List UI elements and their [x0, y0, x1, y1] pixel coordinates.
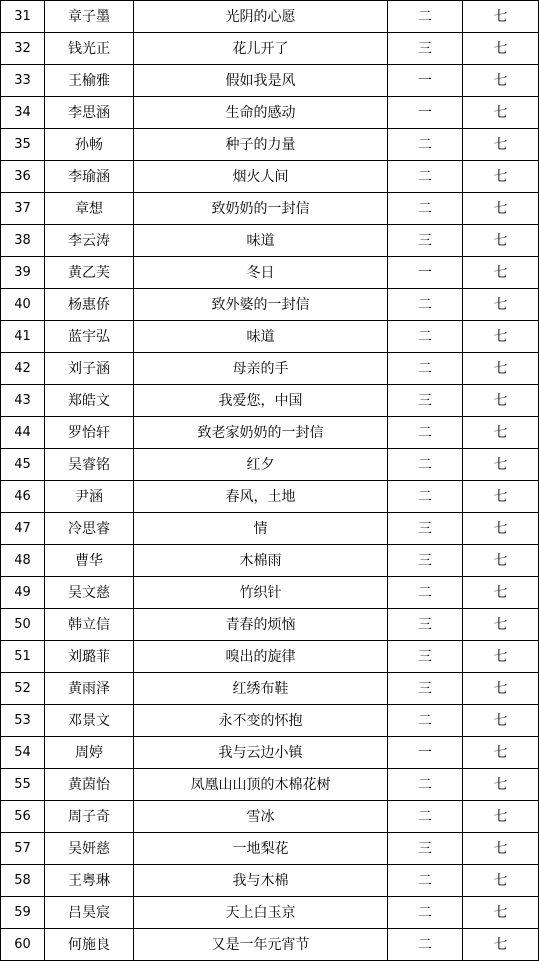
award-level-cell: 二	[388, 481, 463, 513]
award-level-cell: 二	[388, 321, 463, 353]
grade-level-cell: 七	[463, 193, 539, 225]
table-row	[1, 33, 539, 65]
award-level-cell: 三	[388, 33, 463, 65]
award-level-cell: 三	[388, 673, 463, 705]
award-level-cell: 二	[388, 705, 463, 737]
row-number-cell: 45	[1, 449, 45, 481]
grade-level-cell: 七	[463, 481, 539, 513]
award-level-cell: 二	[388, 929, 463, 961]
award-level-cell: 三	[388, 385, 463, 417]
table-row	[1, 673, 539, 705]
grade-level-cell: 七	[463, 705, 539, 737]
table-row	[1, 481, 539, 513]
grade-level-cell: 七	[463, 289, 539, 321]
grade-level-cell: 七	[463, 353, 539, 385]
student-name-cell: 李瑜涵	[45, 161, 134, 193]
table-row	[1, 417, 539, 449]
work-title-cell: 种子的力量	[134, 129, 388, 161]
row-number-cell: 42	[1, 353, 45, 385]
work-title-cell: 一地梨花	[134, 833, 388, 865]
award-level-cell: 二	[388, 801, 463, 833]
table-row	[1, 225, 539, 257]
work-title-cell: 天上白玉京	[134, 897, 388, 929]
table-row	[1, 97, 539, 129]
grade-level-cell: 七	[463, 673, 539, 705]
table-row	[1, 641, 539, 673]
row-number-cell: 36	[1, 161, 45, 193]
student-name-cell: 杨惠侨	[45, 289, 134, 321]
row-number-cell: 48	[1, 545, 45, 577]
student-name-cell: 曹华	[45, 545, 134, 577]
work-title-cell: 花儿开了	[134, 33, 388, 65]
grade-level-cell: 七	[463, 897, 539, 929]
row-number-cell: 41	[1, 321, 45, 353]
award-level-cell: 二	[388, 289, 463, 321]
work-title-cell: 致奶奶的一封信	[134, 193, 388, 225]
row-number-cell: 40	[1, 289, 45, 321]
work-title-cell: 假如我是风	[134, 65, 388, 97]
row-number-cell: 43	[1, 385, 45, 417]
row-number-cell: 39	[1, 257, 45, 289]
work-title-cell: 我与云边小镇	[134, 737, 388, 769]
table-row	[1, 321, 539, 353]
grade-level-cell: 七	[463, 513, 539, 545]
table-row	[1, 161, 539, 193]
student-name-cell: 吴妍慈	[45, 833, 134, 865]
row-number-cell: 46	[1, 481, 45, 513]
table-row	[1, 705, 539, 737]
award-level-cell: 二	[388, 129, 463, 161]
work-title-cell: 竹织针	[134, 577, 388, 609]
award-level-cell: 二	[388, 353, 463, 385]
row-number-cell: 44	[1, 417, 45, 449]
table-row	[1, 353, 539, 385]
grade-level-cell: 七	[463, 577, 539, 609]
work-title-cell: 光阴的心愿	[134, 1, 388, 33]
grade-level-cell: 七	[463, 449, 539, 481]
grade-level-cell: 七	[463, 161, 539, 193]
work-title-cell: 春风，土地	[134, 481, 388, 513]
student-name-cell: 吕昊宸	[45, 897, 134, 929]
student-name-cell: 韩立信	[45, 609, 134, 641]
work-title-cell: 我爱您，中国	[134, 385, 388, 417]
student-name-cell: 钱光正	[45, 33, 134, 65]
work-title-cell: 致老家奶奶的一封信	[134, 417, 388, 449]
row-number-cell: 34	[1, 97, 45, 129]
work-title-cell: 烟火人间	[134, 161, 388, 193]
grade-level-cell: 七	[463, 865, 539, 897]
work-title-cell: 红绣布鞋	[134, 673, 388, 705]
work-title-cell: 味道	[134, 321, 388, 353]
table-row	[1, 609, 539, 641]
award-level-cell: 三	[388, 513, 463, 545]
student-name-cell: 郑皓文	[45, 385, 134, 417]
grade-level-cell: 七	[463, 769, 539, 801]
grade-level-cell: 七	[463, 33, 539, 65]
award-level-cell: 二	[388, 449, 463, 481]
grade-level-cell: 七	[463, 417, 539, 449]
table-row	[1, 801, 539, 833]
table-row	[1, 897, 539, 929]
table-row	[1, 449, 539, 481]
table-row	[1, 545, 539, 577]
table-row	[1, 513, 539, 545]
grade-level-cell: 七	[463, 225, 539, 257]
work-title-cell: 永不变的怀抱	[134, 705, 388, 737]
award-level-cell: 二	[388, 577, 463, 609]
award-level-cell: 一	[388, 737, 463, 769]
award-level-cell: 二	[388, 161, 463, 193]
work-title-cell: 木棉雨	[134, 545, 388, 577]
student-name-cell: 尹涵	[45, 481, 134, 513]
student-name-cell: 刘子涵	[45, 353, 134, 385]
award-level-cell: 三	[388, 225, 463, 257]
award-level-cell: 二	[388, 769, 463, 801]
table-row	[1, 769, 539, 801]
row-number-cell: 56	[1, 801, 45, 833]
table-row	[1, 737, 539, 769]
student-name-cell: 邓景文	[45, 705, 134, 737]
work-title-cell: 致外婆的一封信	[134, 289, 388, 321]
grade-level-cell: 七	[463, 321, 539, 353]
work-title-cell: 青春的烦恼	[134, 609, 388, 641]
award-level-cell: 二	[388, 897, 463, 929]
award-level-cell: 三	[388, 545, 463, 577]
grade-level-cell: 七	[463, 545, 539, 577]
student-name-cell: 蓝宇弘	[45, 321, 134, 353]
table-row	[1, 865, 539, 897]
award-level-cell: 二	[388, 193, 463, 225]
award-level-cell: 二	[388, 417, 463, 449]
grade-level-cell: 七	[463, 609, 539, 641]
grade-level-cell: 七	[463, 833, 539, 865]
work-title-cell: 雪冰	[134, 801, 388, 833]
student-name-cell: 黄乙芙	[45, 257, 134, 289]
student-name-cell: 孙畅	[45, 129, 134, 161]
student-name-cell: 罗怡轩	[45, 417, 134, 449]
row-number-cell: 33	[1, 65, 45, 97]
table-row	[1, 193, 539, 225]
student-name-cell: 李云涛	[45, 225, 134, 257]
table-body	[1, 1, 539, 961]
table-row	[1, 129, 539, 161]
row-number-cell: 53	[1, 705, 45, 737]
row-number-cell: 50	[1, 609, 45, 641]
row-number-cell: 32	[1, 33, 45, 65]
row-number-cell: 37	[1, 193, 45, 225]
row-number-cell: 57	[1, 833, 45, 865]
grade-level-cell: 七	[463, 97, 539, 129]
work-title-cell: 凤凰山山顶的木棉花树	[134, 769, 388, 801]
award-level-cell: 三	[388, 641, 463, 673]
student-name-cell: 章想	[45, 193, 134, 225]
row-number-cell: 59	[1, 897, 45, 929]
row-number-cell: 60	[1, 929, 45, 961]
work-title-cell: 嗅出的旋律	[134, 641, 388, 673]
grade-level-cell: 七	[463, 1, 539, 33]
row-number-cell: 35	[1, 129, 45, 161]
table-row	[1, 833, 539, 865]
award-level-cell: 一	[388, 257, 463, 289]
award-level-cell: 三	[388, 609, 463, 641]
grade-level-cell: 七	[463, 65, 539, 97]
table-row	[1, 1, 539, 33]
student-name-cell: 李思涵	[45, 97, 134, 129]
row-number-cell: 47	[1, 513, 45, 545]
table-row	[1, 577, 539, 609]
grade-level-cell: 七	[463, 641, 539, 673]
award-level-cell: 一	[388, 65, 463, 97]
grade-level-cell: 七	[463, 929, 539, 961]
table-row	[1, 289, 539, 321]
grade-level-cell: 七	[463, 801, 539, 833]
student-name-cell: 黄雨泽	[45, 673, 134, 705]
row-number-cell: 54	[1, 737, 45, 769]
table-row	[1, 929, 539, 961]
work-title-cell: 我与木棉	[134, 865, 388, 897]
award-level-cell: 二	[388, 865, 463, 897]
table-row	[1, 65, 539, 97]
student-name-cell: 吴文慈	[45, 577, 134, 609]
row-number-cell: 31	[1, 1, 45, 33]
student-name-cell: 刘璐菲	[45, 641, 134, 673]
grade-level-cell: 七	[463, 257, 539, 289]
row-number-cell: 55	[1, 769, 45, 801]
work-title-cell: 又是一年元宵节	[134, 929, 388, 961]
work-title-cell: 生命的感动	[134, 97, 388, 129]
work-title-cell: 母亲的手	[134, 353, 388, 385]
award-level-cell: 三	[388, 833, 463, 865]
work-title-cell: 冬日	[134, 257, 388, 289]
student-name-cell: 章子墨	[45, 1, 134, 33]
student-name-cell: 周婷	[45, 737, 134, 769]
award-level-cell: 二	[388, 1, 463, 33]
student-name-cell: 黄茵怡	[45, 769, 134, 801]
work-title-cell: 情	[134, 513, 388, 545]
table-row	[1, 257, 539, 289]
row-number-cell: 49	[1, 577, 45, 609]
row-number-cell: 52	[1, 673, 45, 705]
work-title-cell: 味道	[134, 225, 388, 257]
student-name-cell: 何施良	[45, 929, 134, 961]
student-name-cell: 王榆雅	[45, 65, 134, 97]
row-number-cell: 51	[1, 641, 45, 673]
student-name-cell: 周子奇	[45, 801, 134, 833]
award-level-cell: 一	[388, 97, 463, 129]
table-row	[1, 385, 539, 417]
grade-level-cell: 七	[463, 737, 539, 769]
student-name-cell: 王粤琳	[45, 865, 134, 897]
student-name-cell: 吴睿铭	[45, 449, 134, 481]
row-number-cell: 38	[1, 225, 45, 257]
row-number-cell: 58	[1, 865, 45, 897]
grade-level-cell: 七	[463, 129, 539, 161]
grade-level-cell: 七	[463, 385, 539, 417]
student-name-cell: 冷思睿	[45, 513, 134, 545]
work-title-cell: 红夕	[134, 449, 388, 481]
